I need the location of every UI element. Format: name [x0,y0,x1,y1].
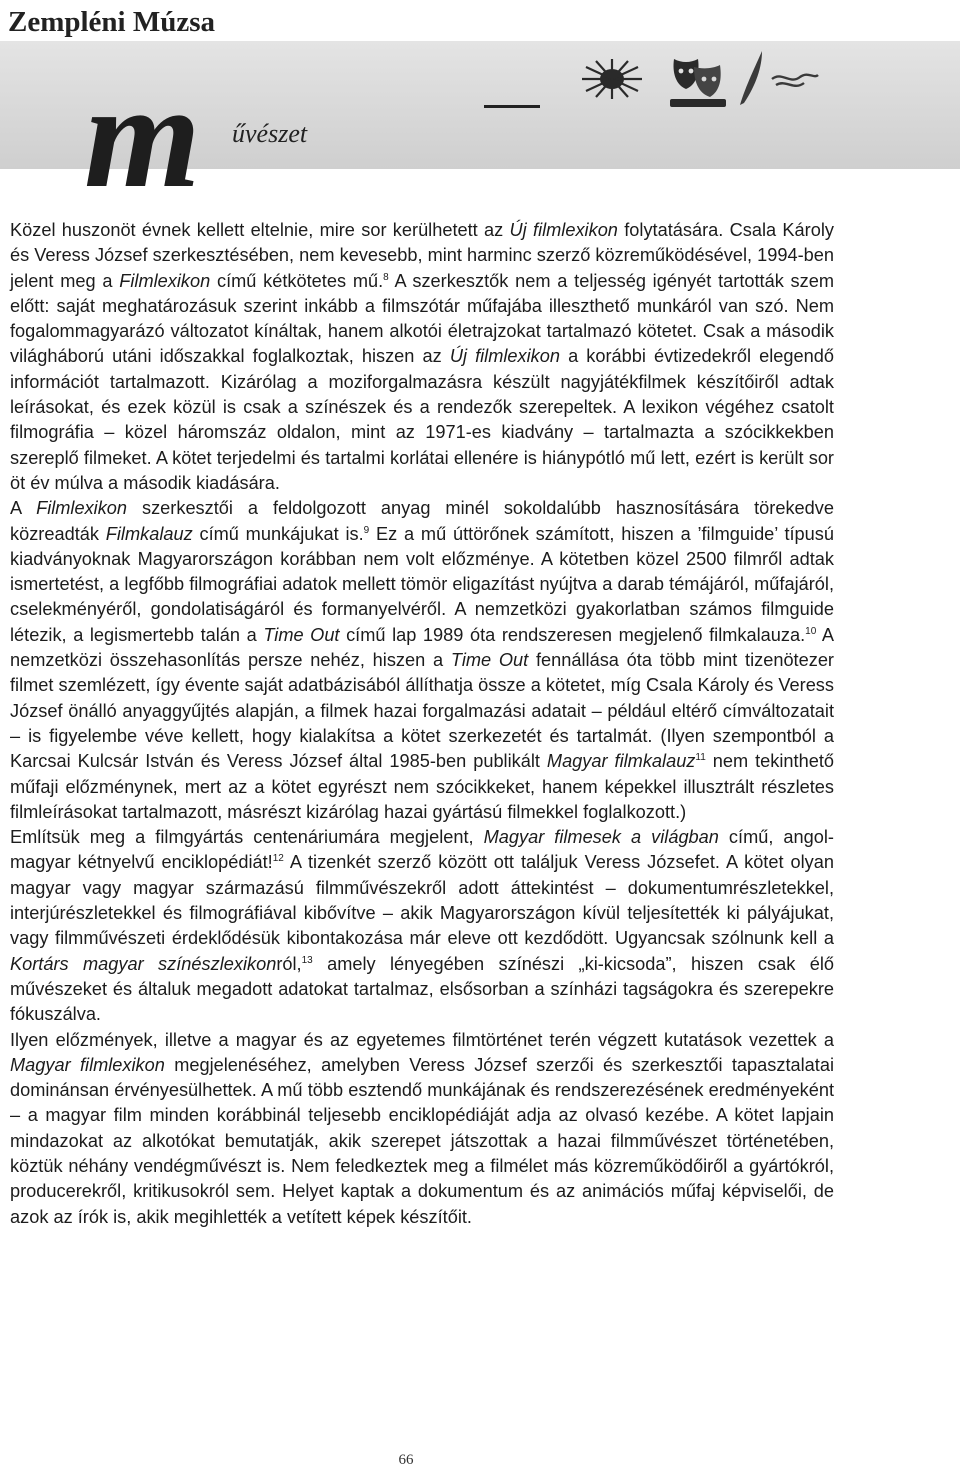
italic-title: Magyar filmlexikon [10,1054,165,1075]
text-run: Említsük meg a filmgyártás centenáriumára megjelent, [10,827,484,848]
text-run: A nemzetközi összehasonlítás persze nehéz, hiszen a [10,624,834,671]
footnote-reference: 9 [363,524,370,536]
section-title: űvészet [232,119,308,148]
theatre-masks-icon [670,59,726,107]
text-run: című kétkötetes mű. [210,270,384,291]
text-run: Ilyen előzmények, illetve a magyar és az egyetemes filmtörténet terén végzett kutatások vezettek a [10,1029,834,1050]
footnote-reference: 13 [301,954,313,966]
text-run: megjelenéséhez, amelyben Veress József szerzői és szerkesztői tapasztalatai dominánsan érvényesülhettek. A mű több esztendő munkájának és rendszerezésének eredményeként – a magyar film minden korábbinál teljesebb enciklopédiáját adja az olvasó kezébe. A kötet lapjain mindazokat az alkotókat bemutatják, akik szerepet játszottak a hazai filmművészet történetében, köztük néhány vendégművészt is. Nem feledkeztek meg a filmélet más közreműködőiről a gyártókról, producerekről, kritikusokról sem. Helyet kaptak a dokumentum és az animációs műfaj képviselői, de azok az írók is, akik megihlették a vetített képek készítőit. [10,1054,834,1227]
text-run: A [10,498,37,519]
text-run: című lap 1989 óta rendszeresen megjelenő filmkalauza. [339,624,806,645]
italic-title: Magyar filmkalauz [546,751,696,772]
text-run: fennállása óta több mint tizenötezer filmet szemlézett, így évente saját adatbázisából állíthatja össze a kötetet, míg Csala Károly és Veress József önálló anyaggyűjtés alapján, a filmek hazai forgalmazási adatait – például eltérő címváltozatait – is figyelembe véve kellett, hogy kialakítsa a kötet szerkezetét és tartalmát. (Ilyen szempontból a Karcsai Kulcsár István és Veress József által 1985-ben publikált [10,650,834,772]
article-paragraph [10,1028,834,1230]
italic-title: Új filmlexikon [509,220,618,240]
text-run: című, angol-magyar kétnyelvű enciklopédiát! [10,827,834,873]
section-banner [0,41,960,219]
text-run: folytatására. Csala Károly és Veress József szerkesztésében, nem kevesebb, mint harminc szerző közreműködésével, 1994-ben jelent meg a [10,220,834,291]
italic-title: Új filmlexikon [449,346,560,367]
italic-title: Time Out [263,624,340,645]
text-run: a korábbi évtizedekről elegendő információt tartalmazott. Kizárólag a moziforgalmazásra készült nagyjátékfilmek készítőiről adtak leírásokat, és ezek közül is csak a színészek és a rendezők szerepeltek. A lexikon végéhez csatolt filmográfia – közel háromszáz oldalon, mint az 1971-es kiadvány – tartalmazta a szócikkekben szereplő filmeket. A kötet terjedelmi és tartalmi korlátai ellenére is hiánypótló mű lett, ezért is került sor öt év múlva a második kiadására. [10,346,834,493]
text-run: szerkesztői a feldolgozott anyag minél sokoldalúbb hasznosítására törekedve közreadták [10,498,834,544]
text-run: Közel huszonöt évnek kellett eltelnie, mire sor kerülhetett az [10,220,510,240]
footnote-reference: 8 [383,271,389,283]
text-run: ról, [276,953,302,974]
italic-title: Kortárs magyar színészlexikon [10,953,277,974]
banner-ornaments [580,45,820,115]
flourish-ornament-icon [772,75,818,86]
article-body [10,218,834,1230]
text-run: A tizenkét szerző között ott találjuk Veress Józsefet. A kötet olyan magyar vagy magyar származású filmművészekről adott áttekintést – dokumentumrészletekkel, interjúrészletekkel és filmográfiával kibővítve – akik Magyarországon kívül teljesítették ki pályájukat, vagy filmművészeti érdeklődésük kibontakozása már eleve ott kezdődött. Ugyancsak szólnunk kell a [10,852,835,949]
article-paragraph [10,496,834,825]
text-run: Ez a mű úttörőnek számított, hiszen a ’filmguide’ típusú kiadványoknak Magyarországon korábban nem volt előzménye. A kötetben közel 2500 filmről adtak ismertetést, a legfőbb filmográfiai adatok mellett tömör eligazítást nyújtva a darab témájáról, műfajáról, cselekményéről, gondolatiságáról és formanyelvéről. A nemzetközi gyakorlatban számos filmguide létezik, a legismertebb talán a [10,523,834,645]
article-paragraph [10,218,834,496]
text-run: A szerkesztők nem a teljesség igényét tartották szem előtt: saját meghatározásuk szerint inkább a filmszótár műfajába illeszthető munkáról van szó. Nem fogalommagyarázó változatot kínáltak, hanem alkotói életrajzokat tartalmazó kötetet. Csak a második világháború utáni időszakkal foglalkoztak, hiszen az [10,270,835,367]
italic-title: Time Out [450,650,529,671]
page-number: 66 [398,1452,414,1468]
footnote-reference: 10 [805,625,817,637]
italic-title: Filmlexikon [36,498,128,519]
footnote-reference: 12 [272,853,284,865]
text-run: című munkájukat is. [192,523,364,544]
text-run: amely lényegében színészi „ki-kicsoda”, hiszen csak élő művészeket és általuk megadott adatokat tartalmaz, elsősorban a színházi tagságokra és szerepekre fókuszálva. [10,953,834,1025]
article-paragraph [10,825,834,1027]
italic-title: Filmkalauz [105,523,193,544]
italic-title: Filmlexikon [119,270,211,291]
journal-masthead: Zempléni Múzsa [8,6,216,38]
sun-ornament-icon [582,59,642,99]
feather-quill-icon [740,51,762,105]
italic-title: Magyar filmesek a világban [483,827,719,848]
footnote-reference: 11 [695,752,706,764]
section-initial: m [84,53,197,219]
text-run: nem tekinthető műfaji előzménynek, mert az a kötet egyrészt nem szócikkeket, hanem képekkel illusztrált részletes filmleírásokat tartalmazott, másrészt kizárólag hazai gyártású filmekkel foglalkozott.) [10,751,834,822]
banner-rule [484,105,540,108]
